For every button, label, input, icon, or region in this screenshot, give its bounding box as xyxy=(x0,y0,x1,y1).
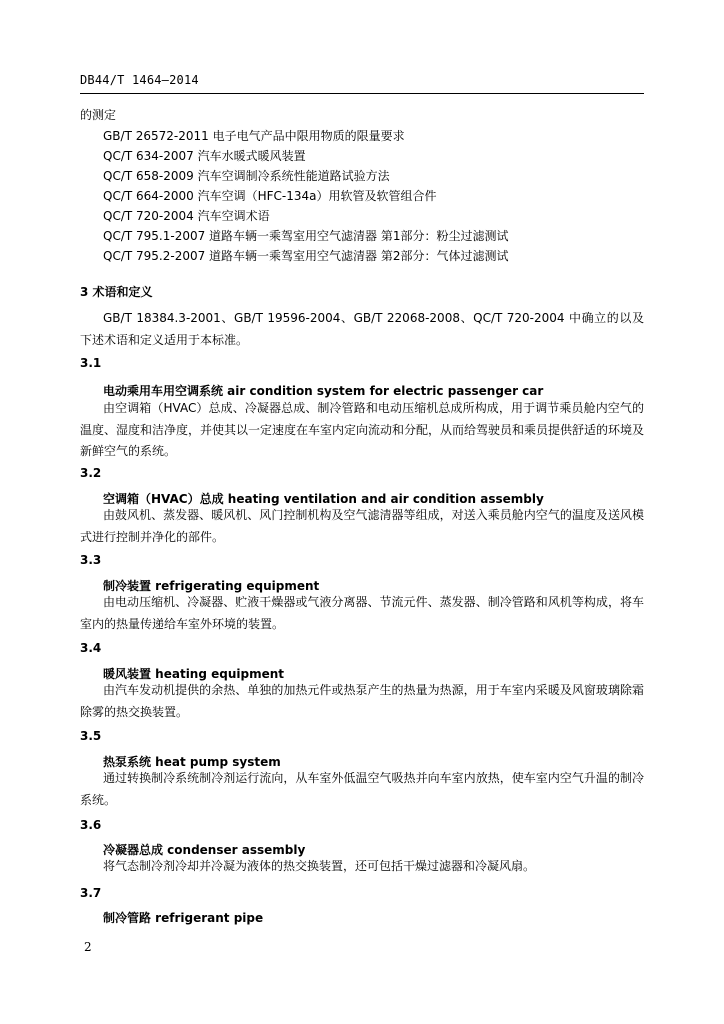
term-title: 制冷装置 refrigerating equipment xyxy=(103,579,320,593)
reference-item: QC/T 658-2009 汽车空调制冷系统性能道路试验方法 xyxy=(103,169,390,183)
term-number: 3.5 xyxy=(80,729,102,743)
term-number: 3.1 xyxy=(80,356,102,370)
section-heading: 3 术语和定义 xyxy=(80,285,153,299)
term-title: 暖风装置 heating equipment xyxy=(103,667,285,681)
term-definition: 由汽车发动机提供的余热、单独的加热元件或热泵产生的热量为热源，用于车室内采暖及风窗玻璃除霜除雾的热交换装置。 xyxy=(80,683,644,719)
term-definition: 通过转换制冷系统制冷剂运行流向，从车室外低温空气吸热并向车室内放热，使车室内空气升温的制冷系统。 xyxy=(80,771,644,807)
header-rule xyxy=(80,93,644,94)
term-title: 空调箱（HVAC）总成 heating ventilation and air condition assembly xyxy=(103,492,544,506)
term-title: 电动乘用车用空调系统 air condition system for electric passenger car xyxy=(103,384,544,398)
term-number: 3.2 xyxy=(80,466,102,480)
term-number: 3.4 xyxy=(80,641,102,655)
term-title: 制冷管路 refrigerant pipe xyxy=(103,911,264,925)
term-definition: 将气态制冷剂冷却并冷凝为液体的热交换装置，还可包括干燥过滤器和冷凝风扇。 xyxy=(103,859,536,873)
reference-item: QC/T 634-2007 汽车水暖式暖风装置 xyxy=(103,149,306,163)
reference-item: QC/T 664-2000 汽车空调（HFC-134a）用软管及软管组合件 xyxy=(103,189,437,203)
page-number: 2 xyxy=(84,940,92,954)
continuation-text: 的测定 xyxy=(80,108,117,122)
section-intro: GB/T 18384.3-2001、GB/T 19596-2004、GB/T 22068-2008、QC/T 720-2004 中确立的以及下述术语和定义适用于本标准。 xyxy=(80,311,644,347)
reference-item: QC/T 720-2004 汽车空调术语 xyxy=(103,209,270,223)
reference-item: QC/T 795.2-2007 道路车辆一乘驾室用空气滤清器 第2部分：气体过滤测试 xyxy=(103,249,509,263)
reference-item: QC/T 795.1-2007 道路车辆一乘驾室用空气滤清器 第1部分：粉尘过滤测试 xyxy=(103,229,509,243)
term-title: 冷凝器总成 condenser assembly xyxy=(103,843,306,857)
term-title: 热泵系统 heat pump system xyxy=(103,755,281,769)
term-number: 3.7 xyxy=(80,886,102,900)
document-id-header: DB44/T 1464—2014 xyxy=(80,73,199,87)
reference-item: GB/T 26572-2011 电子电气产品中限用物质的限量要求 xyxy=(103,129,405,143)
term-definition: 由鼓风机、蒸发器、暖风机、风门控制机构及空气滤清器等组成，对送入乘员舱内空气的温度及送风模式进行控制并净化的部件。 xyxy=(80,508,644,544)
term-number: 3.6 xyxy=(80,818,102,832)
term-number: 3.3 xyxy=(80,553,102,567)
term-definition: 由空调箱（HVAC）总成、冷凝器总成、制冷管路和电动压缩机总成所构成，用于调节乘员舱内空气的温度、湿度和洁净度，并使其以一定速度在车室内定向流动和分配，从而给驾驶员和乘员提供舒适的环境及新鲜空气的系统。 xyxy=(80,401,645,458)
term-definition: 由电动压缩机、冷凝器、贮液干燥器或气液分离器、节流元件、蒸发器、制冷管路和风机等构成，将车室内的热量传递给车室外环境的装置。 xyxy=(80,595,644,631)
